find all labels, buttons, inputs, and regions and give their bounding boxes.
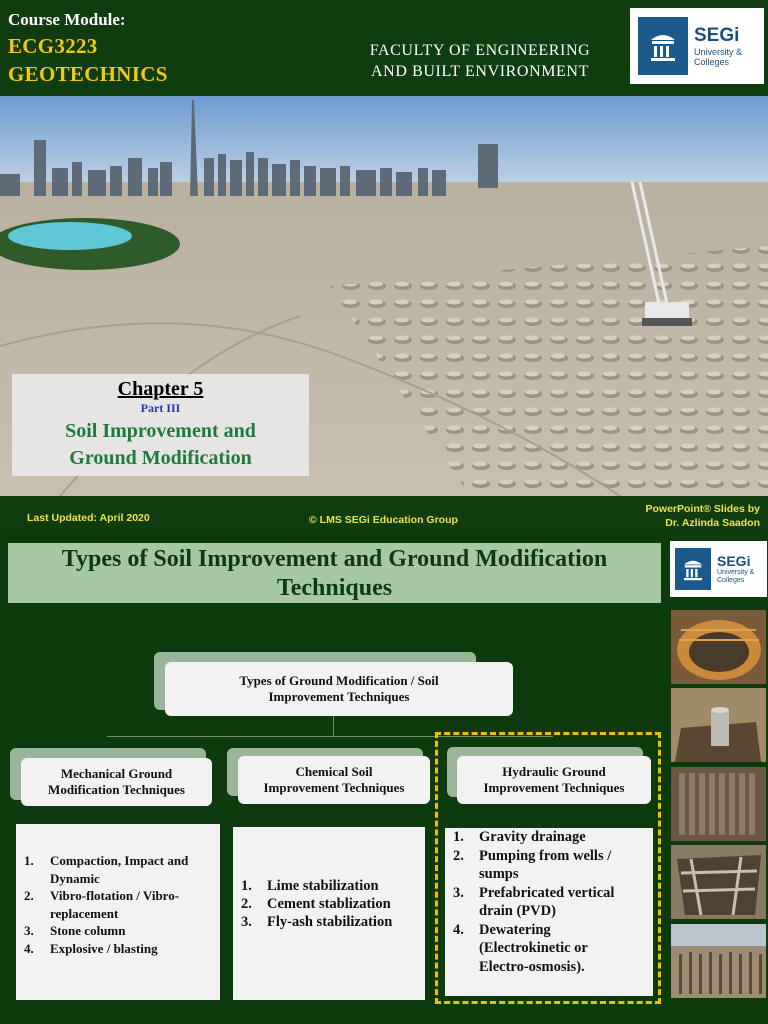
chemical-category-node (238, 756, 430, 804)
sheet-pile-photo (671, 767, 766, 841)
category-label-line-1: Mechanical Ground (60, 766, 173, 781)
category-label-line-2: Modification Techniques (48, 782, 185, 797)
title-slide-footer (0, 496, 768, 532)
slide-title-line-2: Techniques (276, 575, 393, 601)
list-item: 2. Vibro-flotation / Vibro- replacement (24, 888, 180, 921)
faculty-name (330, 40, 630, 82)
slide-title-line-1: Types of Soil Improvement and Ground Modification (61, 546, 608, 572)
logo-brand: SEGi (694, 25, 740, 46)
chapter-box (12, 374, 309, 476)
slide-title (8, 543, 661, 603)
category-label-line-2: Improvement Techniques (263, 780, 405, 795)
root-node (165, 662, 513, 716)
category-label-line-1: Hydraulic Ground (502, 764, 606, 779)
chapter-subtitle-line-1: Soil Improvement and (65, 420, 256, 442)
list-item: 3. Prefabricated vertical drain (PVD) (453, 884, 615, 919)
course-module-label: Course Module: (8, 10, 126, 29)
logo-sub-1: University & (694, 47, 743, 57)
chapter-part: Part III (140, 401, 181, 415)
tree-connector-vertical (333, 716, 334, 736)
root-node-line-2: Improvement Techniques (268, 689, 410, 704)
list-item: 4. Explosive / blasting (24, 940, 158, 956)
chemical-techniques-list (233, 827, 425, 1000)
chapter-subtitle-line-2: Ground Modification (69, 447, 252, 469)
category-label-line-1: Chemical Soil (295, 764, 373, 779)
root-node-line-1: Types of Ground Modification / Soil (239, 673, 439, 688)
segi-emblem-icon (675, 548, 711, 590)
faculty-line-2: AND BUILT ENVIRONMENT (371, 63, 589, 80)
logo-brand: SEGi (717, 553, 751, 569)
faculty-line-1: FACULTY OF ENGINEERING (369, 42, 591, 59)
segi-logo-small (670, 541, 767, 597)
list-item: 2. Pumping from wells / sumps (453, 847, 612, 882)
course-code: ECG3223 (8, 34, 98, 58)
logo-sub-1: University & (717, 569, 755, 576)
list-item: 1. Compaction, Impact and Dynamic (24, 853, 189, 886)
segi-logo (630, 8, 764, 84)
last-updated: Last Updated: April 2020 (27, 512, 150, 524)
mechanical-techniques-list (16, 824, 220, 1000)
chapter-title: Chapter 5 (117, 378, 204, 400)
segi-emblem-icon (638, 17, 688, 75)
list-item: 3. Fly-ash stabilization (241, 914, 393, 930)
chapter-subtitle (12, 418, 309, 472)
category-label-line-2: Improvement Techniques (483, 780, 625, 795)
stone-column-photo (671, 688, 766, 762)
list-item: 4. Dewatering (Electrokinetic or Electro-osmosis). (453, 921, 588, 975)
braced-excavation-photo (671, 845, 766, 919)
course-name: GEOTECHNICS (8, 62, 168, 86)
logo-sub-2: Colleges (717, 577, 745, 584)
list-item: 3. Stone column (24, 923, 126, 938)
list-item: 1. Lime stabilization (241, 878, 379, 894)
slides-credit (645, 502, 760, 530)
list-item: 1. Gravity drainage (453, 829, 586, 845)
types-slide (0, 534, 768, 1024)
list-item: 2. Cement stablization (241, 896, 391, 912)
mechanical-category-node (21, 758, 212, 806)
pile-field-photo (671, 924, 766, 998)
slides-credit-line-2: Dr. Azlinda Saadon (665, 517, 760, 529)
logo-sub-2: Colleges (694, 57, 730, 67)
copyright: © LMS SEGi Education Group (309, 514, 458, 526)
shaft-excavation-photo (671, 610, 766, 684)
slides-credit-line-1: PowerPoint® Slides by (645, 503, 760, 515)
title-slide-header (0, 0, 768, 96)
hydraulic-highlight-frame (435, 732, 661, 1004)
